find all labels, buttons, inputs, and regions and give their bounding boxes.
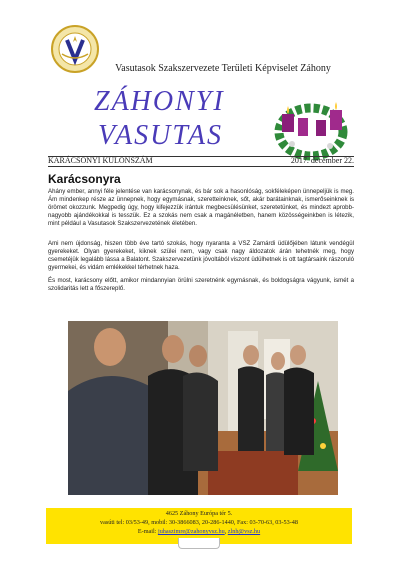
article-paragraph-1: Ahány ember, annyi féle jelentése van karácsonynak, és bár sok a hasonlóság, sokféleképen ünnepeljük is meg. Ám mindenkep része az ünnepnek, hogy egymásnak, szeretteinknek, sőt, akár barátainknak, ismerőseinknek is örömet okozzunk. Megpedig úgy, hogy kifejezzük irántuk megbecsülésünket, szeretetünket, és mindezt aprobb-nagyobb ajándékokkal is tesszük. Ez a szokás nem csak a magánéletben, hanem közösségeinkben is létezik, mint például a Vasutasok Szakszervezetének életében. [48, 188, 354, 228]
edition-label: KARÁCSONYI KÜLÖNSZÁM [48, 156, 153, 165]
footer-emails [46, 528, 352, 535]
event-photo [68, 321, 338, 495]
email-separator: , [224, 528, 227, 535]
email-link-1[interactable]: juhaszimre@zahonyvsz.hu [157, 528, 225, 535]
advent-wreath-image [272, 84, 350, 162]
article-heading: Karácsonyra [48, 172, 121, 186]
organization-name: Vasutasok Szakszervezete Területi Képviselet Záhony [115, 63, 331, 74]
email-prefix: E-mail: [137, 528, 157, 535]
newsletter-title-line1: ZÁHONYI [94, 86, 225, 117]
footer-address: 4625 Záhony Európa tér 5. [165, 510, 233, 517]
footer-page-tab [178, 538, 220, 549]
header-rule-bottom [48, 166, 354, 167]
issue-date: 2017. december 22. [290, 156, 354, 165]
newsletter-title-line2: VASUTAS [98, 120, 223, 151]
email-link-2[interactable]: zlnh@vsz.hu [227, 528, 261, 535]
article-paragraph-3: És most, karácsony előtt, amikor mindannyian örülni szeretnénk egymásnak, és boldogságra vágyunk, ismét a szolidaritás lett a főszereplő. [48, 277, 354, 293]
article-paragraph-2: Ami nem újdonság, hiszen több éve tartó szokás, hogy nyaranta a VSZ Zamárdi üdülőjében látunk vendégül gyerekeket. Olyan gyerekeket, kiknek szülei nem, vagy csak nagy áldozatok árán tehetnék meg, hogy csemetéjük legalább lássa a Balatont. Szakszervezetünk jóvoltából viszont üdülhetnek is ott tagtársaink rászoruló gyermekei, és vidám emlékekkel térhetnek haza. [48, 240, 354, 272]
union-logo [50, 24, 100, 74]
footer-phones: vasúti tel: 03/53-49, mobil: 30-3866083, 20-286-1440, Fax: 03-70-63, 03-53-48 [100, 519, 298, 526]
